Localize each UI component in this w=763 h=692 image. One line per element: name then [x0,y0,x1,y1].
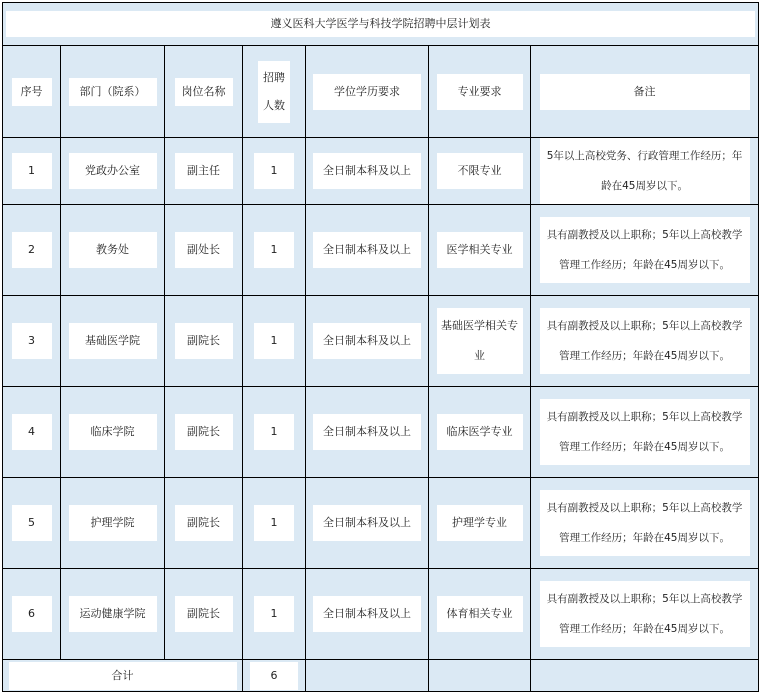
row-dept: 运动健康学院 [69,596,157,632]
row-no: 4 [12,414,52,450]
row-degree: 全日制本科及以上 [313,505,421,541]
row-post: 副处长 [175,232,233,268]
row-note-cell [531,478,759,569]
row-dept: 党政办公室 [69,153,157,189]
header-post-cell [165,46,243,138]
row-no: 3 [12,323,52,359]
row-note: 5年以上高校党务、行政管理工作经历；年龄在45周岁以下。 [540,138,750,204]
row-major-cell [429,387,531,478]
row-dept-cell [61,296,165,387]
row-note: 具有副教授及以上职称；5年以上高校教学管理工作经历；年龄在45周岁以下。 [540,399,750,465]
row-major: 护理学专业 [437,505,523,541]
header-post: 岗位名称 [175,78,233,106]
row-dept-cell [61,205,165,296]
header-note: 备注 [540,74,750,110]
table-row [3,138,759,205]
row-dept: 基础医学院 [69,323,157,359]
row-note-cell [531,205,759,296]
header-no-cell [3,46,61,138]
row-post: 副院长 [175,505,233,541]
row-post-cell [165,478,243,569]
row-count-cell [243,569,306,660]
row-count-cell [243,205,306,296]
row-major: 基础医学相关专业 [437,308,523,374]
empty-cell [429,660,531,692]
row-major: 不限专业 [437,153,523,189]
row-major: 临床医学专业 [437,414,523,450]
row-dept: 护理学院 [69,505,157,541]
header-major: 专业要求 [437,74,523,110]
row-note-cell [531,138,759,205]
row-no-cell [3,205,61,296]
row-no-cell [3,387,61,478]
header-dept: 部门（院系） [69,78,157,106]
row-post: 副主任 [175,153,233,189]
row-degree: 全日制本科及以上 [313,153,421,189]
row-degree-cell [306,296,429,387]
row-no: 6 [12,596,52,632]
row-degree: 全日制本科及以上 [313,323,421,359]
row-dept-cell [61,478,165,569]
row-note-cell [531,569,759,660]
table-title: 遵义医科大学医学与科技学院招聘中层计划表 [6,11,755,37]
row-dept: 临床学院 [69,414,157,450]
header-degree-cell [306,46,429,138]
header-degree: 学位学历要求 [313,74,421,110]
row-dept-cell [61,387,165,478]
header-row [3,46,759,138]
row-note: 具有副教授及以上职称；5年以上高校教学管理工作经历；年龄在45周岁以下。 [540,217,750,283]
table-row [3,205,759,296]
row-count: 1 [254,414,294,450]
row-post: 副院长 [175,414,233,450]
row-note-cell [531,387,759,478]
row-major-cell [429,205,531,296]
row-degree-cell [306,138,429,205]
header-count: 招聘人数 [258,61,290,123]
total-row [3,660,759,692]
row-degree: 全日制本科及以上 [313,232,421,268]
empty-cell [531,660,759,692]
row-post-cell [165,387,243,478]
table-row [3,296,759,387]
row-degree-cell [306,205,429,296]
row-no-cell [3,478,61,569]
total-label: 合计 [9,662,237,690]
row-note: 具有副教授及以上职称；5年以上高校教学管理工作经历；年龄在45周岁以下。 [540,490,750,556]
row-degree-cell [306,387,429,478]
row-count: 1 [254,596,294,632]
table-row [3,569,759,660]
row-dept-cell [61,569,165,660]
row-major-cell [429,569,531,660]
recruitment-plan-table [2,2,759,692]
header-note-cell [531,46,759,138]
header-major-cell [429,46,531,138]
row-dept-cell [61,138,165,205]
row-note: 具有副教授及以上职称；5年以上高校教学管理工作经历；年龄在45周岁以下。 [540,308,750,374]
row-no-cell [3,569,61,660]
row-post-cell [165,296,243,387]
row-post: 副院长 [175,323,233,359]
row-count: 1 [254,232,294,268]
row-degree: 全日制本科及以上 [313,414,421,450]
row-major: 医学相关专业 [437,232,523,268]
total-label-cell [3,660,243,692]
table-row [3,478,759,569]
row-count: 1 [254,153,294,189]
row-degree: 全日制本科及以上 [313,596,421,632]
row-no-cell [3,296,61,387]
row-count-cell [243,138,306,205]
row-major-cell [429,478,531,569]
row-count-cell [243,478,306,569]
row-no: 1 [12,153,52,189]
row-major-cell [429,138,531,205]
header-no: 序号 [12,78,52,106]
row-no-cell [3,138,61,205]
row-count-cell [243,387,306,478]
row-post-cell [165,205,243,296]
row-count: 1 [254,505,294,541]
title-row [3,3,759,46]
row-count-cell [243,296,306,387]
row-degree-cell [306,569,429,660]
row-count: 1 [254,323,294,359]
total-count-cell [243,660,306,692]
row-note: 具有副教授及以上职称；5年以上高校教学管理工作经历；年龄在45周岁以下。 [540,581,750,647]
row-major: 体育相关专业 [437,596,523,632]
header-dept-cell [61,46,165,138]
row-major-cell [429,296,531,387]
row-degree-cell [306,478,429,569]
row-post: 副院长 [175,596,233,632]
row-no: 5 [12,505,52,541]
table-row [3,387,759,478]
total-count: 6 [250,662,298,690]
header-count-cell [243,46,306,138]
empty-cell [306,660,429,692]
row-note-cell [531,296,759,387]
row-dept: 教务处 [69,232,157,268]
row-no: 2 [12,232,52,268]
row-post-cell [165,569,243,660]
row-post-cell [165,138,243,205]
